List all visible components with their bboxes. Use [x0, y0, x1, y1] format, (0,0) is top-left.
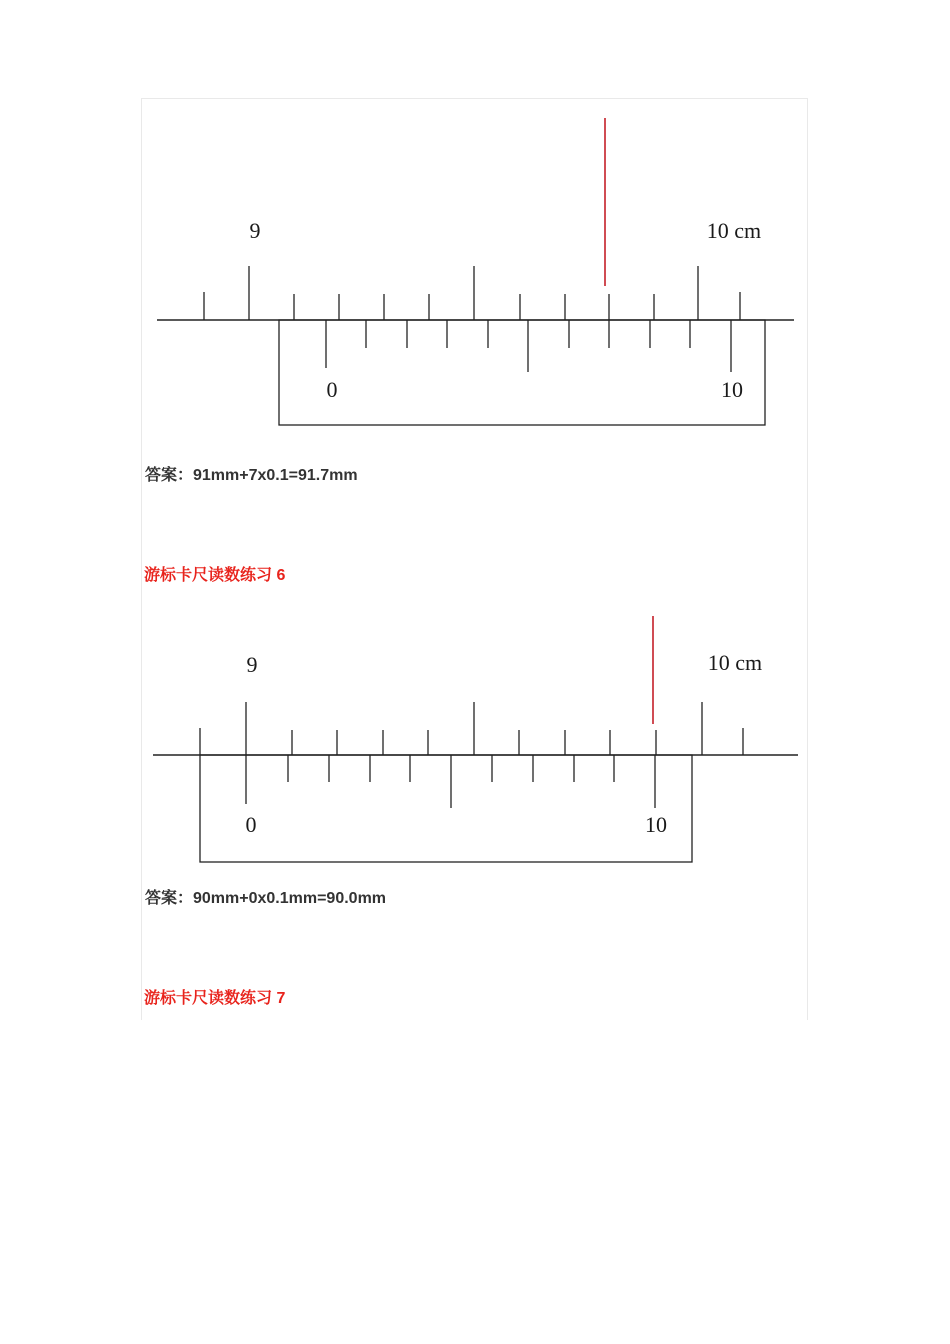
vernier-label-0: 0 [245, 812, 257, 837]
answer-1: 答案：91mm+7x0.1=91.7mm [145, 467, 358, 484]
vernier-figure-2 [142, 606, 807, 872]
vernier-label-10: 10 [721, 377, 743, 402]
section-title-7: 游标卡尺读数练习 7 [144, 990, 286, 1007]
vernier-slider [200, 755, 692, 862]
vernier-slider [279, 320, 765, 425]
main-label-9: 9 [249, 218, 261, 243]
answer-2: 答案：90mm+0x0.1mm=90.0mm [145, 890, 387, 907]
main-label-9: 9 [246, 652, 258, 677]
section-title-6: 游标卡尺读数练习 6 [144, 567, 286, 584]
main-label-10cm: 10 cm [706, 218, 762, 243]
vernier-diagram-1 [142, 110, 807, 440]
vernier-diagram-2 [142, 606, 807, 872]
vernier-label-10: 10 [645, 812, 667, 837]
vernier-label-0: 0 [326, 377, 338, 402]
vernier-figure-1 [142, 110, 807, 440]
main-label-10cm: 10 cm [707, 650, 763, 675]
